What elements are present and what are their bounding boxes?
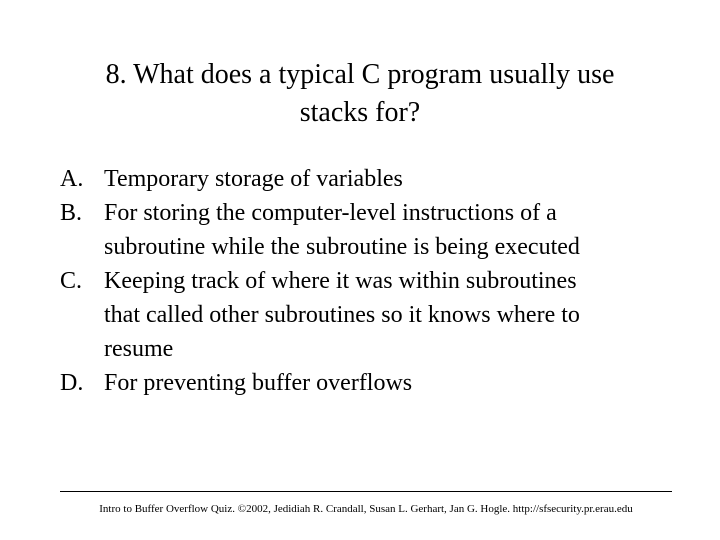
- footer-divider: [60, 491, 672, 492]
- question-title-line: 8. What does a typical C program usually use: [105, 59, 615, 90]
- option-letter: B.: [60, 200, 83, 226]
- option-letter: A.: [60, 166, 84, 192]
- answer-option-a: [60, 162, 700, 196]
- option-text-line: resume: [104, 336, 174, 362]
- answer-option-d: [60, 366, 700, 400]
- answer-option-b: [60, 196, 700, 264]
- option-text-line: For preventing buffer overflows: [104, 370, 413, 396]
- option-text-line: subroutine while the subroutine is being executed: [104, 234, 580, 260]
- option-text-line: For storing the computer-level instructions of a: [104, 200, 557, 226]
- question-title: [40, 56, 680, 132]
- option-text-line: Temporary storage of variables: [104, 166, 403, 192]
- option-letter: D.: [60, 370, 84, 396]
- option-text-line: that called other subroutines so it knows where to: [104, 302, 580, 328]
- option-letter: C.: [60, 268, 83, 294]
- answer-options-list: [60, 162, 700, 400]
- question-title-line: stacks for?: [299, 97, 421, 128]
- option-text-line: Keeping track of where it was within subroutines: [104, 268, 577, 294]
- footer-credit: Intro to Buffer Overflow Quiz. ©2002, Jedidiah R. Crandall, Susan L. Gerhart, Jan G. Hogle. http://sfsecurity.pr.erau.edu: [99, 503, 633, 515]
- answer-option-c: [60, 264, 700, 366]
